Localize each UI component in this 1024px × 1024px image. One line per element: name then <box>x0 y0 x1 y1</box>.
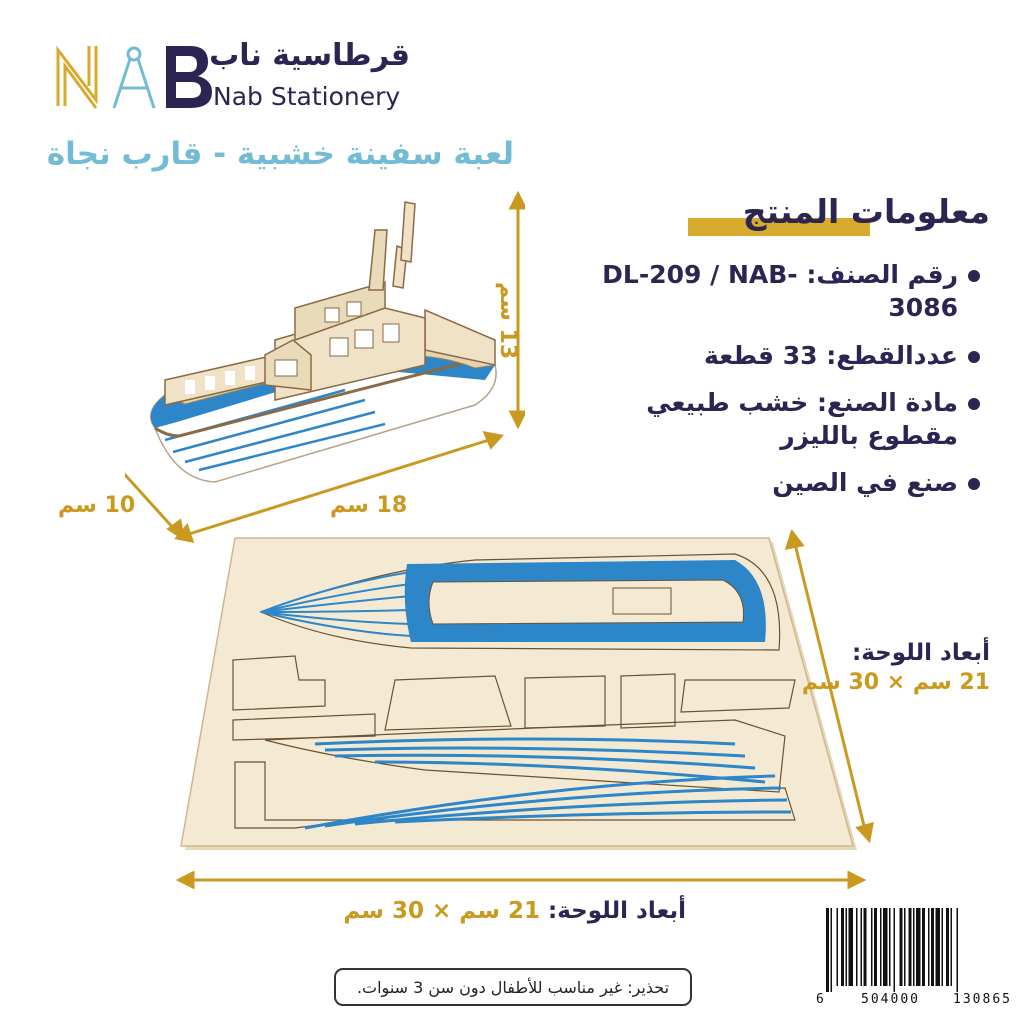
info-item-pieces <box>560 339 980 372</box>
age-warning-box: تحذير: غير مناسب للأطفال دون سن 3 سنوات. <box>334 968 692 1006</box>
barcode-bar <box>894 908 896 992</box>
board-dimensions-bottom <box>343 898 686 924</box>
barcode-bar <box>837 908 839 986</box>
logo-letter-b-icon <box>166 46 212 108</box>
bullet-icon <box>968 351 980 363</box>
bullet-icon <box>968 398 980 410</box>
board-dimensions-label: أبعاد اللوحة: <box>548 898 686 924</box>
board-dimensions-value: 21 سم × 30 سم <box>343 898 540 924</box>
barcode-bar <box>826 908 829 992</box>
barcode-bar <box>883 908 888 986</box>
barcode-bar <box>946 908 949 986</box>
info-item-origin <box>560 466 980 499</box>
length-dimension-label: 18 سم <box>330 493 408 518</box>
barcode-bar <box>913 908 915 986</box>
nab-logo <box>50 40 220 112</box>
width-dimension-label: 10 سم <box>58 493 136 518</box>
barcode-bar <box>942 908 944 986</box>
info-item-sku <box>560 258 980 325</box>
barcode-group-right: 130865 <box>953 992 1012 1007</box>
barcode-bar <box>880 908 882 986</box>
info-label: رقم الصنف: <box>806 260 958 289</box>
barcode-bar <box>916 908 921 986</box>
barcode-bars-icon <box>816 906 1012 992</box>
height-dimension-label: 13 سم <box>495 282 520 360</box>
wooden-puzzle-board-image <box>175 530 875 900</box>
barcode-digit-first: 6 <box>816 992 824 1007</box>
info-value: خشب طبيعي مقطوع بالليزر <box>646 387 958 450</box>
barcode-bar <box>928 908 930 986</box>
barcode-bar <box>864 908 867 986</box>
barcode-bar <box>936 908 941 986</box>
product-title: لعبة سفينة خشبية - قارب نجاة <box>46 136 514 172</box>
compass-icon <box>114 48 154 108</box>
assembled-boat-image <box>125 190 525 550</box>
barcode-bar <box>931 908 934 986</box>
brand-name-arabic: قرطاسية ناب <box>209 38 410 73</box>
info-value: 33 قطعة <box>704 340 818 370</box>
board-dimensions-value: 21 سم × 30 سم <box>801 670 990 695</box>
barcode-bar <box>900 908 903 986</box>
board-dimensions-label: أبعاد اللوحة: <box>852 640 990 666</box>
barcode-bar <box>904 908 906 986</box>
barcode-bar <box>922 908 925 986</box>
info-item-material <box>560 386 980 453</box>
logo-letter-n-icon <box>58 46 96 108</box>
barcode-bar <box>951 908 953 986</box>
barcode-bar <box>831 908 833 992</box>
info-value: DL-209 / NAB-3086 <box>602 260 958 323</box>
board-arrow-bottom-icon <box>179 873 863 887</box>
barcode <box>816 906 1012 1014</box>
barcode-group-left: 504000 <box>861 992 920 1007</box>
barcode-bar <box>909 908 912 986</box>
barcode-bar <box>871 908 873 986</box>
barcode-bar <box>846 908 848 986</box>
brand-name-english: Nab Stationery <box>213 82 401 111</box>
barcode-bar <box>849 908 854 986</box>
barcode-bar <box>856 908 858 986</box>
barcode-bar <box>889 908 891 986</box>
product-info-title: معلومات المنتج <box>742 192 990 231</box>
barcode-number <box>816 992 1012 1007</box>
barcode-bar <box>841 908 844 986</box>
info-label: عددالقطع: <box>826 340 958 370</box>
barcode-bar <box>874 908 877 986</box>
board-dimensions-side <box>801 640 990 695</box>
product-info-heading <box>680 192 990 242</box>
barcode-bar <box>861 908 863 986</box>
info-value: صنع في الصين <box>772 468 958 498</box>
product-info-list <box>560 258 980 514</box>
bullet-icon <box>968 270 980 282</box>
info-label: مادة الصنع: <box>816 387 958 417</box>
bullet-icon <box>968 478 980 490</box>
barcode-bar <box>957 908 959 992</box>
